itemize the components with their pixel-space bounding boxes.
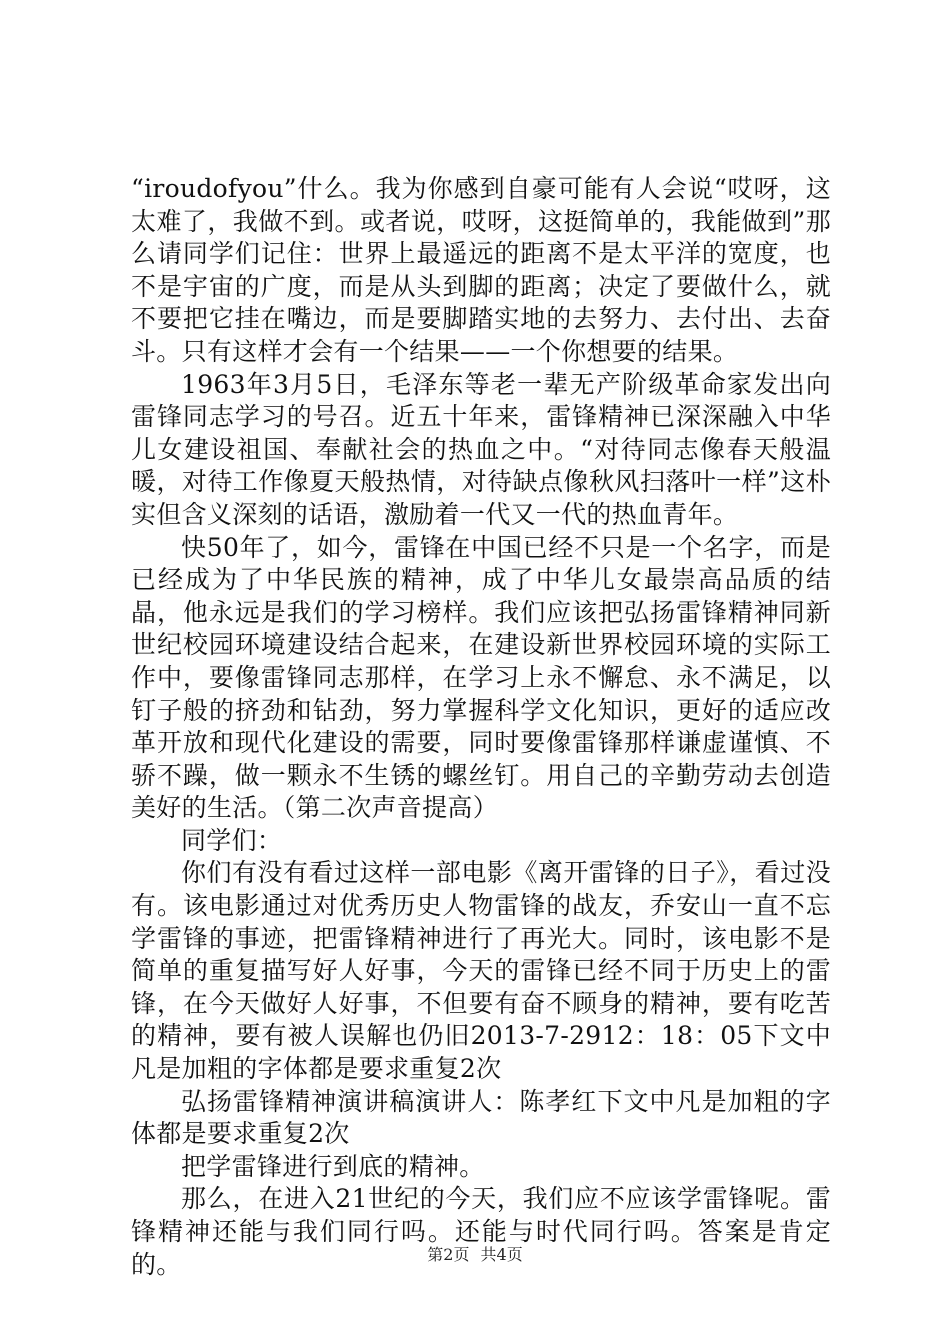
paragraph-5: 你们有没有看过这样一部电影《离开雷锋的日子》，看过没有。该电影通过对优秀历史人物雷锋的战友，乔安山一直不忘学雷锋的事迹，把雷锋精神进行了再光大。同时，该电影不是简单的重复描写好人好事，今天的雷锋已经不同于历史上的雷锋，在今天做好人好事，不但要有奋不顾身的精神，要有吃苦的精神，要有被人误解也仍旧2013-7-2912：18：05下文中凡是加粗的字体都是要求重复2次 xyxy=(131,858,831,1084)
paragraph-7: 把学雷锋进行到底的精神。 xyxy=(181,1151,485,1181)
paragraph-1: “iroudofyou”什么。我为你感到自豪可能有人会说“哎呀，这太难了，我做不到。或者说，哎呀，这挺简单的，我能做到”那么请同学们记住：世界上最遥远的距离不是太平洋的宽度，也不是宇宙的广度，而是从头到脚的距离；决定了要做什么，就不要把它挂在嘴边，而是要脚踏实地的去努力、去付出、去奋斗。只有这样才会有一个结果——一个你想要的结果。 xyxy=(131,174,831,366)
paragraph-3: 快50年了，如今，雷锋在中国已经不只是一个名字，而是已经成为了中华民族的精神，成了中华儿女最崇高品质的结晶，他永远是我们的学习榜样。我们应该把弘扬雷锋精神同新世纪校园环境建设结合起来，在建设新世界校园环境的实际工作中，要像雷锋同志那样，在学习上永不懈怠、永不满足，以钉子般的挤劲和钻劲，努力掌握科学文化知识，更好的适应改革开放和现代化建设的需要，同时要像雷锋那样谦虚谨慎、不骄不躁，做一颗永不生锈的螺丝钉。用自己的辛勤劳动去创造美好的生活。（第二次声音提高） xyxy=(131,532,831,823)
page-total: 共4页 xyxy=(480,1245,523,1264)
paragraph-2: 1963年3月5日，毛泽东等老一辈无产阶级革命家发出向雷锋同志学习的号召。近五十年来，雷锋精神已深深融入中华儿女建设祖国、奉献社会的热血之中。“对待同志像春天般温暖，对待工作像夏天般热情，对待缺点像秋风扫落叶一样”这朴实但含义深刻的话语，激励着一代又一代的热血青年。 xyxy=(131,369,831,529)
paragraph-8: 那么，在进入21世纪的今天，我们应不应该学雷锋呢。雷锋精神还能与我们同行吗。还能与时代同行吗。答案是肯定的。 xyxy=(131,1184,831,1279)
page-number: 第2页 xyxy=(427,1245,470,1264)
page-footer xyxy=(0,1242,950,1265)
paragraph-4: 同学们： xyxy=(181,825,283,855)
body-text xyxy=(131,173,831,1281)
paragraph-6: 弘扬雷锋精神演讲稿演讲人：陈孝红下文中凡是加粗的字体都是要求重复2次 xyxy=(131,1086,831,1149)
